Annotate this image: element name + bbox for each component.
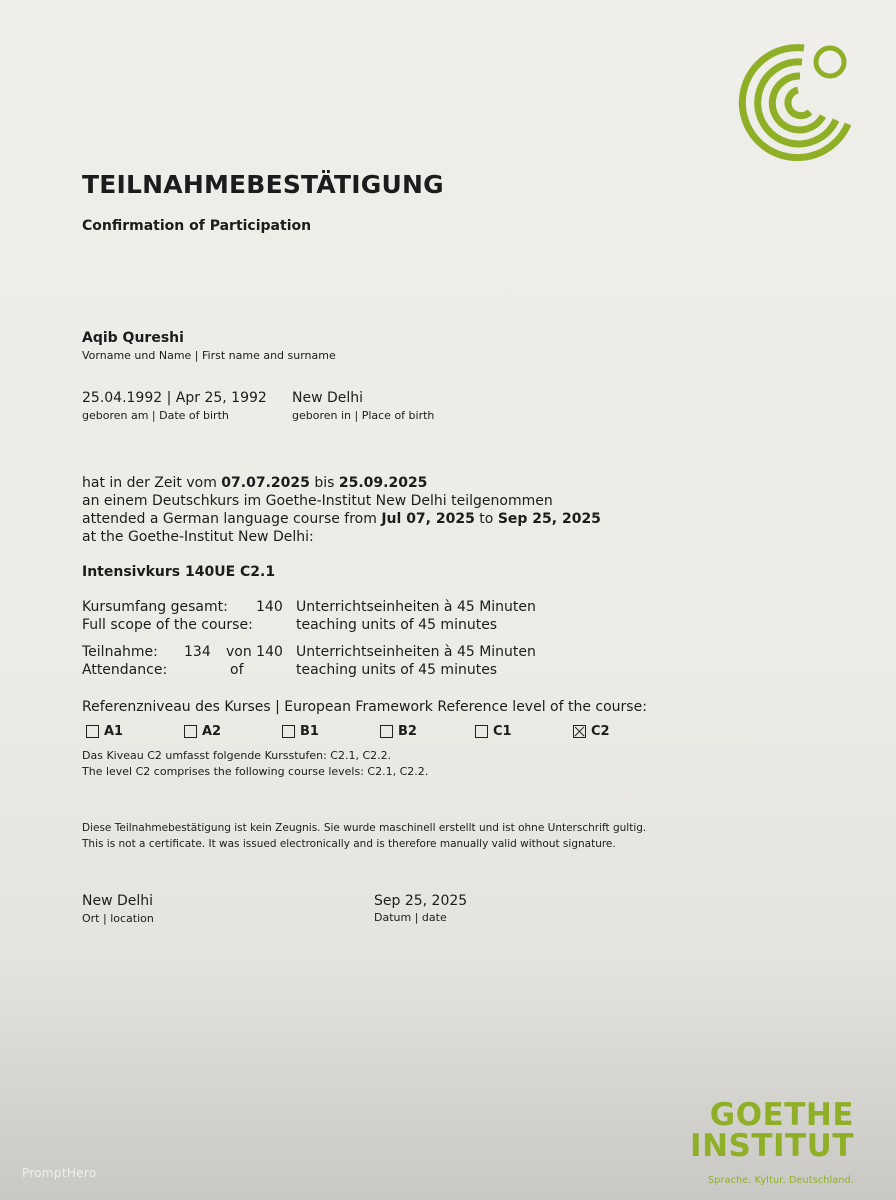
attendance-value: 134 bbox=[184, 644, 211, 660]
disclaimer-en: This is not a certificate. It was issued electronically and is therefore manually valid without signature. bbox=[82, 838, 616, 850]
level-option-c1 bbox=[475, 724, 512, 739]
level-option-c2 bbox=[573, 724, 610, 739]
level-option-a2 bbox=[184, 724, 221, 739]
level-option-a1 bbox=[86, 724, 123, 739]
course-start-en: Jul 07, 2025 bbox=[381, 511, 475, 527]
participant-name-caption: Vorname und Name | First name and surname bbox=[82, 349, 336, 362]
level-label: C1 bbox=[493, 724, 512, 739]
brand-tagline: Sprache. Kyltur. Deutschland. bbox=[708, 1175, 854, 1186]
checkbox-a1 bbox=[86, 725, 99, 738]
attendance-units-de: Unterrichtseinheiten à 45 Minuten bbox=[296, 644, 536, 660]
statement-text: to bbox=[474, 511, 498, 527]
brand-wordmark bbox=[690, 1097, 854, 1164]
participant-name: Aqib Qureshi bbox=[82, 330, 184, 346]
scope-units-de: Unterrichtseinheiten à 45 Minuten bbox=[296, 599, 536, 615]
course-name: Intensivkurs 140UE C2.1 bbox=[82, 564, 276, 580]
level-note-en: The level C2 comprises the following course levels: C2.1, C2.2. bbox=[82, 765, 429, 778]
place-of-birth: New Delhi bbox=[292, 390, 364, 406]
checkbox-b2 bbox=[380, 725, 393, 738]
checkbox-c1 bbox=[475, 725, 488, 738]
statement-line-4: at the Goethe-Institut New Delhi: bbox=[82, 529, 314, 545]
issue-location-caption: Ort | location bbox=[82, 912, 154, 925]
disclaimer-de: Diese Teilnahmebestätigung ist kein Zeugnis. Sie wurde maschinell erstellt und ist ohne Unterschrift gultig. bbox=[82, 822, 647, 834]
attendance-of: of bbox=[230, 662, 244, 678]
statement-text: bis bbox=[309, 475, 339, 491]
scope-value: 140 bbox=[256, 599, 283, 615]
brand-line-1: GOETHE bbox=[709, 1097, 854, 1133]
course-end-de: 25.09.2025 bbox=[338, 475, 428, 491]
level-heading: Referenzniveau des Kurses | European Framework Reference level of the course: bbox=[82, 699, 647, 715]
scope-label-de: Kursumfang gesamt: bbox=[82, 599, 228, 615]
level-option-b2 bbox=[380, 724, 417, 739]
course-end-en: Sep 25, 2025 bbox=[497, 511, 601, 527]
place-of-birth-caption: geboren in | Place of birth bbox=[292, 409, 435, 422]
course-start-de: 07.07.2025 bbox=[221, 475, 310, 491]
goethe-logo-icon bbox=[730, 36, 860, 166]
scope-units-en: teaching units of 45 minutes bbox=[296, 617, 498, 633]
statement-text: attended a German language course from bbox=[82, 511, 382, 527]
attendance-total: von 140 bbox=[226, 644, 283, 660]
brand-line-2: INSTITUT bbox=[690, 1128, 854, 1164]
page-title: TEILNAHMEBESTÄTIGUNG bbox=[82, 170, 444, 199]
statement-line-1 bbox=[82, 474, 427, 492]
checkbox-a2 bbox=[184, 725, 197, 738]
level-label: C2 bbox=[591, 724, 610, 739]
level-option-b1 bbox=[282, 724, 319, 739]
date-of-birth: 25.04.1992 | Apr 25, 1992 bbox=[82, 390, 267, 406]
statement-line-2: an einem Deutschkurs im Goethe-Institut New Delhi teilgenommen bbox=[82, 493, 553, 509]
issue-date-caption: Datum | date bbox=[374, 911, 447, 924]
checkbox-b1 bbox=[282, 725, 295, 738]
page-subtitle: Confirmation of Participation bbox=[82, 218, 312, 234]
checkbox-c2-checked bbox=[573, 725, 586, 738]
date-of-birth-caption: geboren am | Date of birth bbox=[82, 409, 229, 422]
attendance-label-en: Attendance: bbox=[82, 662, 168, 678]
level-checkboxes bbox=[82, 724, 642, 742]
statement-line-3 bbox=[82, 510, 601, 528]
level-label: A2 bbox=[202, 724, 222, 739]
statement-text: hat in der Zeit vom bbox=[82, 475, 222, 491]
attendance-units-en: teaching units of 45 minutes bbox=[296, 662, 498, 678]
level-label: B2 bbox=[398, 724, 417, 739]
issue-date: Sep 25, 2025 bbox=[374, 893, 468, 909]
watermark: PromptHero bbox=[22, 1166, 97, 1180]
scope-label-en: Full scope of the course: bbox=[82, 617, 253, 633]
issue-location: New Delhi bbox=[82, 893, 154, 909]
level-label: A1 bbox=[104, 724, 124, 739]
level-note-de: Das Kiveau C2 umfasst folgende Kursstufen: C2.1, C2.2. bbox=[82, 749, 392, 762]
level-label: B1 bbox=[300, 724, 319, 739]
attendance-label-de: Teilnahme: bbox=[82, 644, 158, 660]
